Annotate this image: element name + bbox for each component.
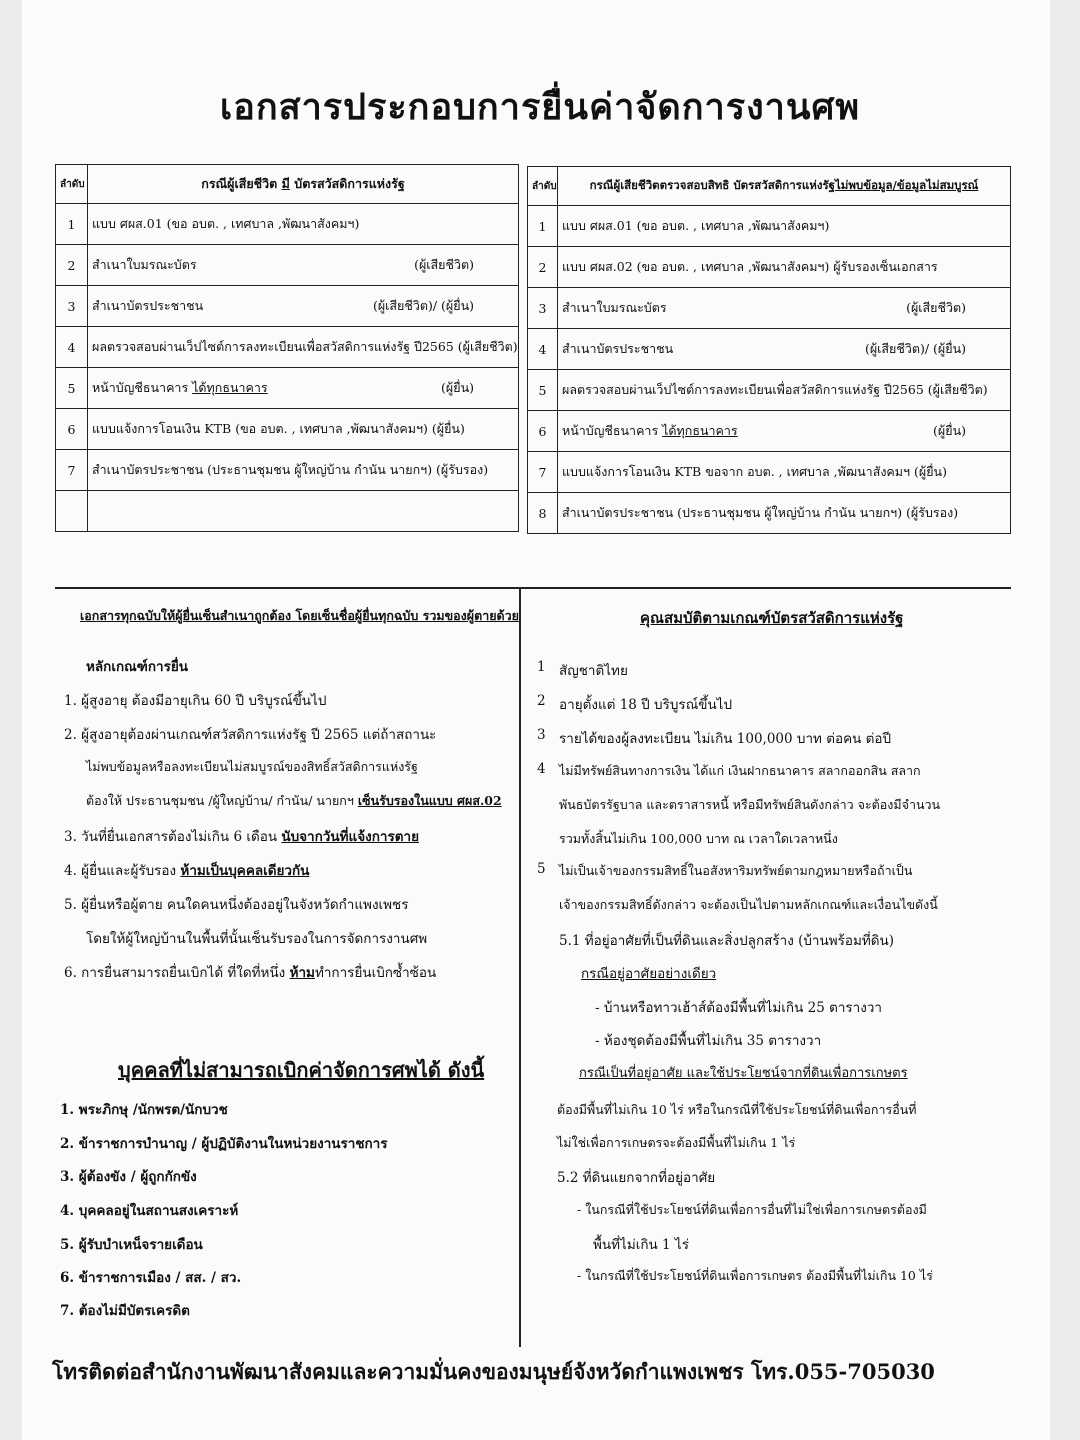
left-table-row-number: 7 xyxy=(56,450,88,491)
criteria-2a: 2. ผู้สูงอายุต้องผ่านเกณฑ์สวัสดิการแห่งรัฐ ปี 2565 แต่ถ้าสถานะ xyxy=(64,727,437,743)
right-col-no: ลำดับ xyxy=(528,167,558,206)
left-table-row xyxy=(56,491,519,532)
left-table-row-text: แบบ ศผส.01 (ขอ อบต. , เทศบาล ,พัฒนาสังคมฯ) xyxy=(92,216,360,231)
right-table-row-text: แบบแจ้งการโอนเงิน KTB ขอจาก อบต. , เทศบาล ,พัฒนาสังคมฯ (ผู้ยื่น) xyxy=(562,464,947,479)
right-table-row xyxy=(528,247,1011,288)
left-table-row-number: 3 xyxy=(56,286,88,327)
left-table-row xyxy=(56,204,519,245)
right-table-row-note: (ผู้เสียชีวิต) xyxy=(906,300,966,315)
right-table-row-number: 4 xyxy=(528,329,558,370)
section-5-1-case: กรณีอยู่อาศัยอย่างเดียว xyxy=(581,966,717,982)
right-table-row-text: ผลตรวจสอบผ่านเว็ปไซต์การลงทะเบียนเพื่อสวัสดิการแห่งรัฐ ปี2565 (ผู้เสียชีวิต) xyxy=(562,382,988,397)
exclusion-3: 3. ผู้ต้องขัง / ผู้ถูกกักขัง xyxy=(60,1169,197,1185)
right-table-row-cell xyxy=(558,247,1011,288)
left-table-row-number: 6 xyxy=(56,409,88,450)
qualifications-heading: คุณสมบัติตามเกณฑ์บัตรสวัสดิการแห่งรัฐ xyxy=(640,609,904,627)
left-table-row xyxy=(56,368,519,409)
left-table-row xyxy=(56,327,519,368)
right-table-row-number: 8 xyxy=(528,493,558,534)
left-table-row-cell xyxy=(88,409,519,450)
left-table-row-cell xyxy=(88,491,519,532)
right-table-row-text: สำเนาบัตรประชาชน xyxy=(562,341,674,356)
right-table-row-note: (ผู้ยื่น) xyxy=(933,423,966,438)
criteria-4-text: 4. ผู้ยื่นและผู้รับรอง xyxy=(64,863,181,879)
criteria-1: 1. ผู้สูงอายุ ต้องมีอายุเกิน 60 ปี บริบูรณ์ขึ้นไป xyxy=(64,693,327,709)
left-col-no: ลำดับ xyxy=(56,165,88,204)
signature-notice: เอกสารทุกฉบับให้ผู้ยื่นเซ็นสำเนาถูกต้อง โดยเซ็นชื่อผู้ยื่นทุกฉบับ รวมของผู้ตายด้วย xyxy=(80,608,520,623)
left-table-row-number: 2 xyxy=(56,245,88,286)
qual-1-no: 1 xyxy=(537,659,546,675)
left-table-row-text: ผลตรวจสอบผ่านเว็ปไซต์การลงทะเบียนเพื่อสวัสดิการแห่งรัฐ ปี2565 (ผู้เสียชีวิต) xyxy=(92,339,518,354)
qual-4a: ไม่มีทรัพย์สินทางการเงิน ได้แก่ เงินฝากธนาคาร สลากออกสิน สลาก xyxy=(559,763,921,778)
left-table-header xyxy=(88,165,519,204)
right-table-row-cell xyxy=(558,411,1011,452)
section-5-1-case2: กรณีเป็นที่อยู่อาศัย และใช้ประโยชน์จากที่ดินเพื่อการเกษตร xyxy=(579,1066,908,1081)
left-table-row-note: (ผู้เสียชีวิต) xyxy=(414,257,474,272)
right-table-row-number: 2 xyxy=(528,247,558,288)
right-table-row xyxy=(528,370,1011,411)
criteria-heading: หลักเกณฑ์การยื่น xyxy=(86,659,189,675)
left-table-row-text: แบบแจ้งการโอนเงิน KTB (ขอ อบต. , เทศบาล ,พัฒนาสังคมฯ) (ผู้ยื่น) xyxy=(92,421,465,436)
qual-4c: รวมทั้งสิ้นไม่เกิน 100,000 บาท ณ เวลาใดเวลาหนึ่ง xyxy=(559,831,838,846)
left-table-row-text: สำเนาบัตรประชาชน (ประธานชุมชน ผู้ใหญ่บ้าน กำนัน นายกฯ) (ผู้รับรอง) xyxy=(92,462,489,477)
section-5-2-a: - ในกรณีที่ใช้ประโยชน์ที่ดินเพื่อการอื่นที่ไม่ใช่เพื่อการเกษตรต้องมี xyxy=(577,1202,927,1217)
qual-5b: เจ้าของกรรมสิทธิ์ดังกล่าว จะต้องเป็นไปตามหลักเกณฑ์และเงื่อนไขดังนี้ xyxy=(559,897,938,912)
right-table-row xyxy=(528,452,1011,493)
left-table-row-number: 4 xyxy=(56,327,88,368)
left-table-row-text: สำเนาบัตรประชาชน xyxy=(92,298,204,313)
exclusion-6: 6. ข้าราชการเมือง / สส. / สว. xyxy=(60,1270,242,1286)
section-5-2-b: พื้นที่ไม่เกิน 1 ไร่ xyxy=(593,1237,689,1253)
right-table-row-number: 7 xyxy=(528,452,558,493)
section-5-1-d: ไม่ใช่เพื่อการเกษตรจะต้องมีพื้นที่ไม่เกิน 1 ไร่ xyxy=(557,1135,796,1150)
section-5-1-a: - บ้านหรือทาวเฮ้าส์ต้องมีพื้นที่ไม่เกิน 25 ตารางวา xyxy=(595,1000,883,1016)
section-5-1-c: ต้องมีพื้นที่ไม่เกิน 10 ไร่ หรือในกรณีที่ใช้ประโยชน์ที่ดินเพื่อการอื่นที่ xyxy=(557,1102,917,1117)
right-table-row-cell xyxy=(558,493,1011,534)
right-table-row-cell xyxy=(558,370,1011,411)
section-divider-horizontal xyxy=(55,587,1011,589)
left-table-row xyxy=(56,409,519,450)
left-table-row-text: สำเนาใบมรณะบัตร xyxy=(92,257,197,272)
qual-4-no: 4 xyxy=(537,761,546,777)
right-table-row-text: แบบ ศผส.02 (ขอ อบต. , เทศบาล ,พัฒนาสังคมฯ) ผู้รับรองเซ็นเอกสาร xyxy=(562,259,938,274)
criteria-6 xyxy=(64,961,436,983)
left-table-row-cell xyxy=(88,204,519,245)
right-table-row-cell xyxy=(558,452,1011,493)
criteria-4-underlined: ห้ามเป็นบุคคลเดียวกัน xyxy=(180,863,310,879)
exclusion-1: 1. พระภิกษุ /นักพรต/นักบวช xyxy=(60,1102,228,1118)
right-table-row xyxy=(528,411,1011,452)
right-table-row-number: 5 xyxy=(528,370,558,411)
qual-5-no: 5 xyxy=(537,861,546,877)
right-header-pre: กรณีผู้เสียชีวิตตรวจสอบสิทธิ บัตรสวัสดิการแห่งรัฐ xyxy=(589,178,835,192)
left-table-row-note: (ผู้เสียชีวิต)/ (ผู้ยื่น) xyxy=(372,298,474,313)
left-table-row-text: หน้าบัญชีธนาคาร xyxy=(92,380,193,395)
page-title: เอกสารประกอบการยื่นค่าจัดการงานศพ xyxy=(219,86,861,128)
criteria-3-underlined: นับจากวันที่แจ้งการตาย xyxy=(281,829,419,845)
contact-footer: โทรติดต่อสำนักงานพัฒนาสังคมและความมั่นคงของมนุษย์จังหวัดกำแพงเพชร โทร.055-705030 xyxy=(52,1359,935,1384)
left-table-row-underlined: ได้ทุกธนาคาร xyxy=(192,380,268,395)
exclusions-heading: บุคคลที่ไม่สามารถเบิกค่าจัดการศพได้ ดังนี้ xyxy=(118,1058,485,1082)
qual-1: สัญชาติไทย xyxy=(559,663,628,679)
exclusion-7: 7. ต้องไม่มีบัตรเครดิต xyxy=(60,1303,190,1319)
left-table-row xyxy=(56,245,519,286)
qual-3-no: 3 xyxy=(537,727,546,743)
left-documents-table xyxy=(55,164,519,532)
qual-5a: ไม่เป็นเจ้าของกรรมสิทธิ์ในอสังหาริมทรัพย์ตามกฎหมายหรือถ้าเป็น xyxy=(559,863,913,878)
left-table-row-cell xyxy=(88,450,519,491)
section-5-2: 5.2 ที่ดินแยกจากที่อยู่อาศัย xyxy=(557,1170,716,1186)
right-table-row-cell xyxy=(558,206,1011,247)
left-header-underlined: มี xyxy=(281,176,290,191)
left-table-row-note: (ผู้ยื่น) xyxy=(441,380,474,395)
criteria-6-text: 6. การยื่นสามารถยื่นเบิกได้ ที่ใดที่หนึ่ง xyxy=(64,965,290,981)
right-table-row-cell xyxy=(558,288,1011,329)
criteria-5b: โดยให้ผู้ใหญ่บ้านในพื้นที่นั้นเซ็นรับรองในการจัดการงานศพ xyxy=(86,931,428,947)
qual-2-no: 2 xyxy=(537,693,546,709)
right-documents-table xyxy=(527,166,1011,534)
left-header-post: บัตรสวัสดิการแห่งรัฐ xyxy=(289,176,405,191)
section-divider-vertical xyxy=(519,587,521,1347)
exclusion-2: 2. ข้าราชการบำนาญ / ผู้ปฏิบัติงานในหน่วยงานราชการ xyxy=(60,1136,388,1152)
exclusion-5: 5. ผู้รับบำเหน็จรายเดือน xyxy=(60,1237,203,1253)
right-table-row xyxy=(528,206,1011,247)
section-5-2-c: - ในกรณีที่ใช้ประโยชน์ที่ดินเพื่อการเกษตร ต้องมีพื้นที่ไม่เกิน 10 ไร่ xyxy=(577,1268,933,1283)
qual-4b: พันธบัตรรัฐบาล และตราสารหนี้ หรือมีทรัพย์สินดังกล่าว จะต้องมีจำนวน xyxy=(559,797,941,812)
right-table-row xyxy=(528,288,1011,329)
section-5-1-b: - ห้องชุดต้องมีพื้นที่ไม่เกิน 35 ตารางวา xyxy=(595,1033,822,1049)
left-table-row-number: 5 xyxy=(56,368,88,409)
right-table-row-number: 1 xyxy=(528,206,558,247)
criteria-2c-text: ต้องให้ ประธานชุมชน /ผู้ใหญ่บ้าน/ กำนัน/ นายกฯ xyxy=(86,793,358,808)
qual-2: อายุตั้งแต่ 18 ปี บริบูรณ์ขึ้นไป xyxy=(559,697,733,713)
right-table-header xyxy=(558,167,1011,206)
left-header-pre: กรณีผู้เสียชีวิต xyxy=(201,176,282,191)
criteria-5a: 5. ผู้ยื่นหรือผู้ตาย คนใดคนหนึ่งต้องอยู่ในจังหวัดกำแพงเพชร xyxy=(64,897,409,913)
criteria-6-underlined: ห้าม xyxy=(289,965,315,981)
right-table-row-text: สำเนาบัตรประชาชน (ประธานชุมชน ผู้ใหญ่บ้าน กำนัน นายกฯ) (ผู้รับรอง) xyxy=(562,505,959,520)
right-header-underlined: ไม่พบข้อมูล/ข้อมูลไม่สมบูรณ์ xyxy=(834,178,979,192)
left-table-row-cell xyxy=(88,368,519,409)
right-table-row xyxy=(528,493,1011,534)
criteria-4 xyxy=(64,859,309,881)
left-table-row-number xyxy=(56,491,88,532)
left-table-row-number: 1 xyxy=(56,204,88,245)
section-5-1: 5.1 ที่อยู่อาศัยที่เป็นที่ดินและสิ่งปลูกสร้าง (บ้านพร้อมที่ดิน) xyxy=(559,933,895,949)
right-table-row-number: 3 xyxy=(528,288,558,329)
criteria-2b: ไม่พบข้อมูลหรือลงทะเบียนไม่สมบูรณ์ของสิทธิ์สวัสดิการแห่งรัฐ xyxy=(86,759,418,774)
right-table-row xyxy=(528,329,1011,370)
qual-3: รายได้ของผู้ลงทะเบียน ไม่เกิน 100,000 บาท ต่อคน ต่อปี xyxy=(559,731,892,747)
criteria-2c-underlined: เซ็นรับรองในแบบ ศผส.02 xyxy=(357,793,502,808)
criteria-6-post: ทำการยื่นเบิกซ้ำซ้อน xyxy=(314,965,437,981)
right-table-row-text: สำเนาใบมรณะบัตร xyxy=(562,300,667,315)
left-table-row-cell xyxy=(88,286,519,327)
criteria-3 xyxy=(64,825,419,847)
right-table-row-number: 6 xyxy=(528,411,558,452)
left-table-row xyxy=(56,450,519,491)
left-table-row-cell xyxy=(88,245,519,286)
left-table-row xyxy=(56,286,519,327)
exclusion-4: 4. บุคคลอยู่ในสถานสงเคราะห์ xyxy=(60,1203,239,1219)
right-table-row-underlined: ได้ทุกธนาคาร xyxy=(662,423,738,438)
criteria-2c xyxy=(86,791,502,811)
right-table-row-text: แบบ ศผส.01 (ขอ อบต. , เทศบาล ,พัฒนาสังคมฯ) xyxy=(562,218,830,233)
right-table-row-text: หน้าบัญชีธนาคาร xyxy=(562,423,663,438)
right-table-row-note: (ผู้เสียชีวิต)/ (ผู้ยื่น) xyxy=(864,341,966,356)
right-table-row-cell xyxy=(558,329,1011,370)
criteria-3-text: 3. วันที่ยื่นเอกสารต้องไม่เกิน 6 เดือน xyxy=(64,829,282,845)
left-table-row-cell xyxy=(88,327,519,368)
